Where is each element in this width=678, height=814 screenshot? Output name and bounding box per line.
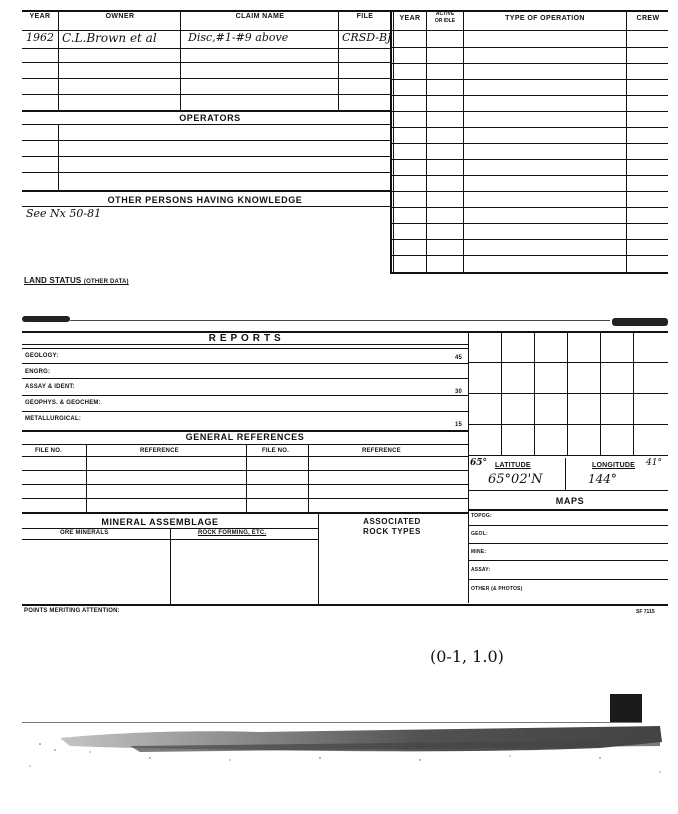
ore-minerals-header: ORE MINERALS <box>60 530 109 536</box>
report-assay-num: 30 <box>455 389 463 395</box>
mineral-assemblage-title: MINERAL ASSEMBLAGE <box>101 517 219 527</box>
latitude-value: 65°02'N <box>488 472 543 487</box>
maps-topog: TOPOG: <box>471 513 492 519</box>
other-persons-title: OTHER PERSONS HAVING KNOWLEDGE <box>107 195 303 205</box>
genref-header-file-no-1: FILE NO. <box>35 448 62 454</box>
handwritten-annotation: (0-1, 1.0) <box>430 647 504 666</box>
report-assay: ASSAY & IDENT: <box>25 384 75 390</box>
row1-file: CRSD-BJ <box>342 31 392 44</box>
general-references-title: GENERAL REFERENCES <box>185 432 305 442</box>
long-suffix: 41° <box>646 458 662 468</box>
points-meriting-attention: POINTS MERITING ATTENTION: <box>24 608 120 614</box>
form-number: SF 7115 <box>636 609 655 615</box>
maps-assay: ASSAY: <box>471 567 491 573</box>
scan-smudge-right <box>612 318 668 326</box>
activity-header-idle: OR IDLE <box>434 18 456 24</box>
maps-other: OTHER (& PHOTOS) <box>471 586 523 592</box>
report-engrg: ENGRG: <box>25 369 51 375</box>
report-geology: GEOLOGY: <box>25 353 59 359</box>
maps-geol: GEOL: <box>471 531 488 537</box>
row1-owner: C.L.Brown et al <box>62 31 157 45</box>
latitude-label: LATITUDE <box>495 462 531 469</box>
associated-line1: ASSOCIATED <box>363 517 421 526</box>
land-status-label: LAND STATUS (OTHER DATA) <box>24 276 129 285</box>
header-file: FILE <box>356 13 374 20</box>
header-year: YEAR <box>29 13 51 20</box>
maps-title: MAPS <box>555 496 585 506</box>
longitude-label: LONGITUDE <box>592 462 636 469</box>
activity-header-crew: CREW <box>636 15 660 22</box>
genref-header-reference-2: REFERENCE <box>362 448 401 454</box>
report-metallurgical: METALLURGICAL: <box>25 416 82 422</box>
genref-header-file-no-2: FILE NO. <box>262 448 289 454</box>
scan-smudge-left <box>22 316 70 322</box>
other-persons-entry: See Nx 50-81 <box>26 207 102 220</box>
activity-header-year: YEAR <box>399 15 421 22</box>
operators-title: OPERATORS <box>179 113 241 123</box>
report-metallurgical-num: 15 <box>455 422 463 428</box>
associated-line2: ROCK TYPES <box>362 527 421 536</box>
header-claim-name: CLAIM NAME <box>235 13 285 20</box>
scan-noise-graphic <box>0 722 678 782</box>
maps-mine: MINE: <box>471 549 487 555</box>
report-geophys: GEOPHYS. & GEOCHEM: <box>25 400 101 406</box>
activity-header-type: TYPE OF OPERATION <box>505 15 585 22</box>
genref-header-reference-1: REFERENCE <box>140 448 179 454</box>
row1-year: 1962 <box>26 31 54 44</box>
report-geology-num: 45 <box>455 355 463 361</box>
row1-claim-name: Disc,#1-#9 above <box>188 31 289 44</box>
rock-forming-header: ROCK FORMING, ETC. <box>198 530 267 536</box>
lat-prefix: 65° <box>470 458 488 468</box>
header-owner: OWNER <box>105 13 135 20</box>
activity-header-active: ACTIVE <box>435 11 455 17</box>
longitude-value: 144° <box>588 472 617 486</box>
reports-title: R E P O R T S <box>208 333 282 344</box>
